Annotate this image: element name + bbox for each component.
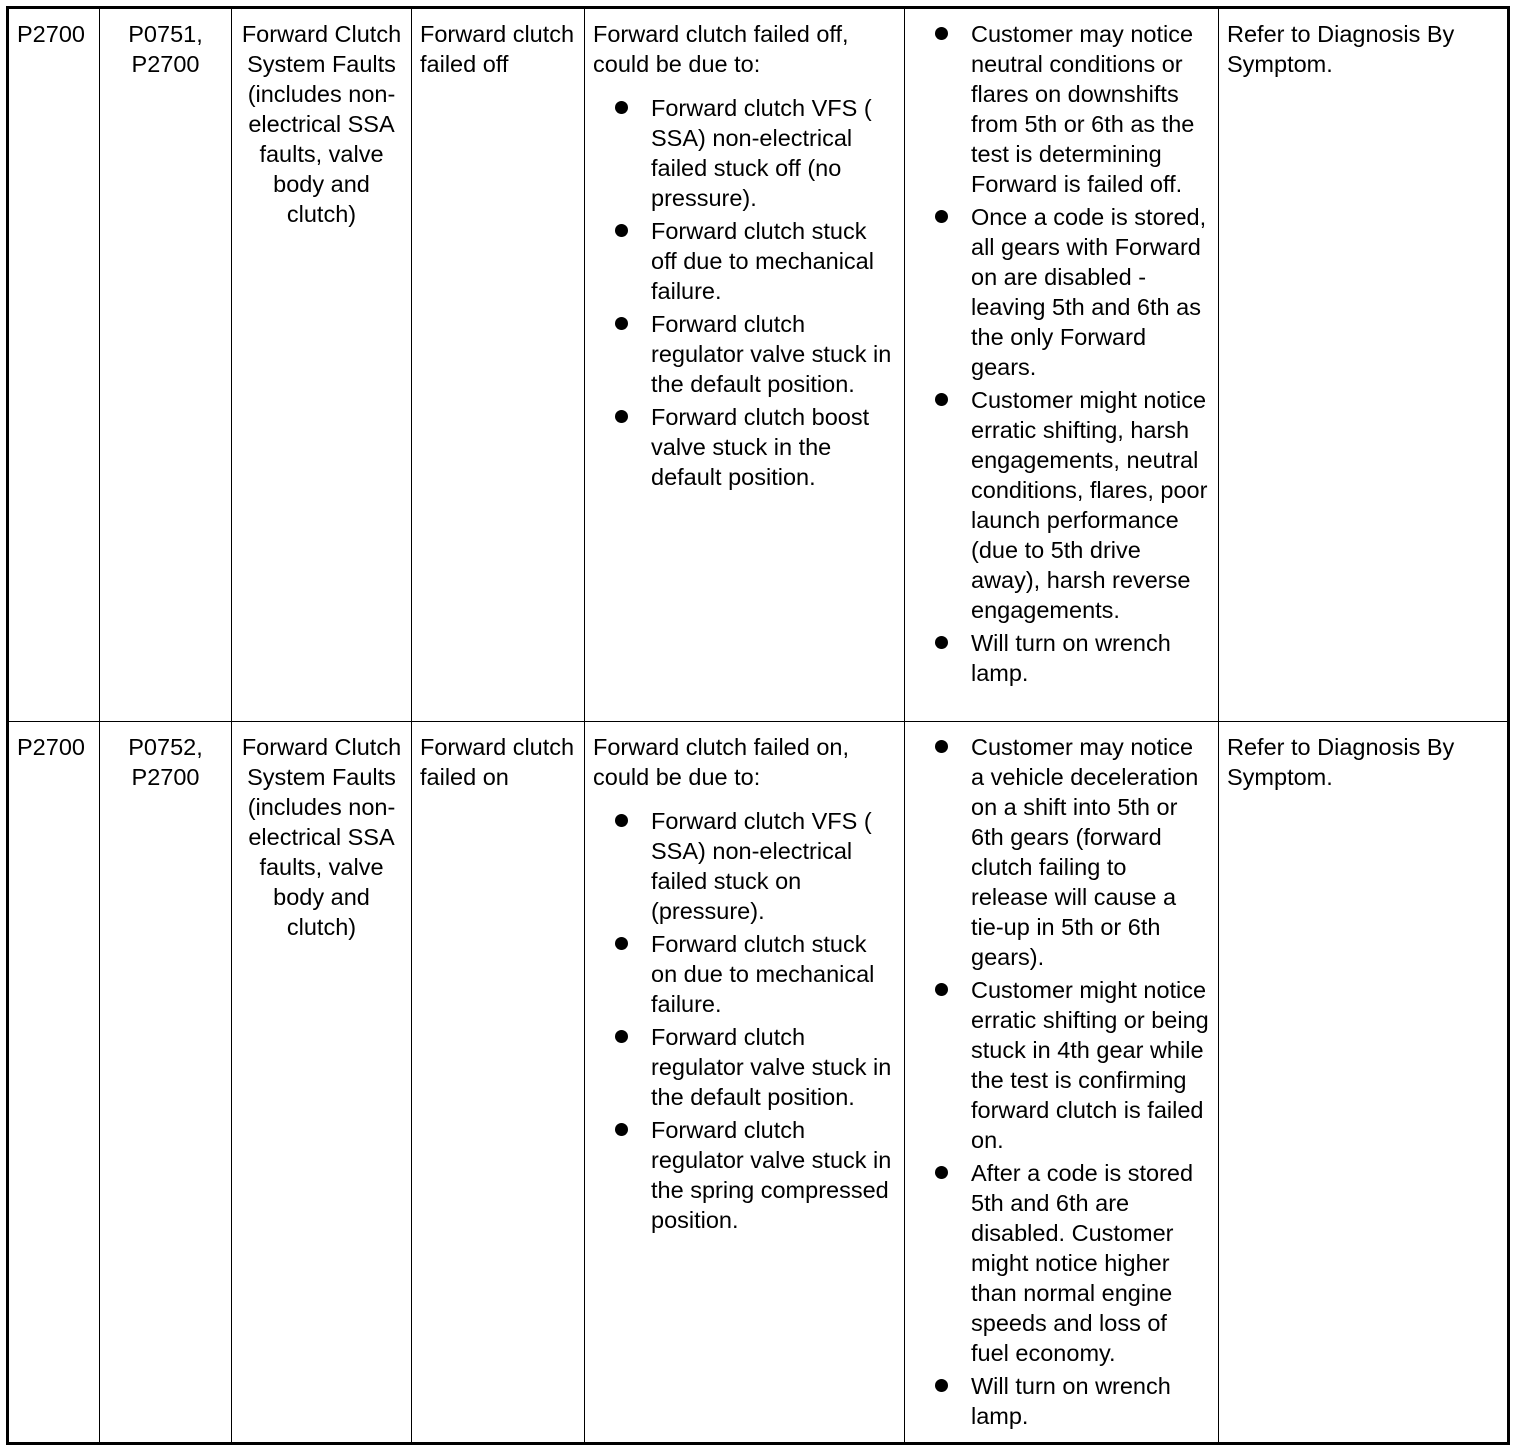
list-item (611, 1022, 896, 1112)
bullet-icon (615, 101, 628, 114)
possible-causes-cell (585, 722, 905, 1444)
list-item-text: Forward clutch VFS ( SSA) non-electrical failed stuck off (no pressure). (651, 95, 872, 211)
list-item (611, 929, 896, 1019)
table-row (8, 8, 1509, 722)
list-item-text: Customer may notice neutral conditions or flares on downshifts from 5th or 6th as the test is determining Forward is failed off. (971, 21, 1195, 197)
possible-causes-cell (585, 8, 905, 722)
bullet-icon (935, 1166, 948, 1179)
bullet-icon (615, 814, 628, 827)
dtc-cell: P2700 (8, 722, 100, 1444)
list-item-text: Customer might notice erratic shifting, harsh engagements, neutral conditions, flares, poor launch performance (due to 5th drive away), harsh reverse engagements. (971, 387, 1208, 623)
list-item-text: Once a code is stored, all gears with Forward on are disabled - leaving 5th and 6th as the only Forward gears. (971, 204, 1207, 380)
bullet-icon (615, 1123, 628, 1136)
list-item-text: Forward clutch boost valve stuck in the default position. (651, 404, 870, 490)
failure-mode-cell: Forward clutch failed off (412, 8, 585, 722)
list-item (611, 402, 896, 492)
list-item (611, 806, 896, 926)
list-item-text: Forward clutch regulator valve stuck in the default position. (651, 1024, 892, 1110)
action-cell: Refer to Diagnosis By Symptom. (1219, 8, 1509, 722)
causes-list (593, 806, 896, 1235)
bullet-icon (935, 393, 948, 406)
bullet-icon (615, 224, 628, 237)
bullet-icon (935, 740, 948, 753)
list-item (931, 385, 1210, 625)
system-description-cell: Forward Clutch System Faults (includes non-electrical SSA faults, valve body and clutch) (232, 8, 412, 722)
system-description-cell: Forward Clutch System Faults (includes non-electrical SSA faults, valve body and clutch) (232, 722, 412, 1444)
list-item (931, 1158, 1210, 1368)
bullet-icon (615, 1030, 628, 1043)
list-item-text: After a code is stored 5th and 6th are disabled. Customer might notice higher than normal engine speeds and loss of fuel economy. (971, 1160, 1194, 1366)
failure-mode-cell: Forward clutch failed on (412, 722, 585, 1444)
list-item-text: Forward clutch stuck on due to mechanical failure. (651, 931, 875, 1017)
list-item (611, 93, 896, 213)
list-item-text: Forward clutch VFS ( SSA) non-electrical failed stuck on (pressure). (651, 808, 872, 924)
list-item (931, 975, 1210, 1155)
list-item-text: Will turn on wrench lamp. (971, 630, 1171, 686)
bullet-icon (615, 937, 628, 950)
bullet-icon (935, 636, 948, 649)
customer-effects-cell (905, 722, 1219, 1444)
effects-list (913, 19, 1210, 688)
list-item-text: Customer may notice a vehicle deceleration on a shift into 5th or 6th gears (forward clutch failing to release will cause a tie-up in 5th or 6th gears). (971, 734, 1199, 970)
list-item-text: Forward clutch stuck off due to mechanical failure. (651, 218, 874, 304)
list-item (931, 732, 1210, 972)
effects-list (913, 732, 1210, 1431)
action-cell: Refer to Diagnosis By Symptom. (1219, 722, 1509, 1444)
list-item (611, 1115, 896, 1235)
bullet-icon (935, 210, 948, 223)
bullet-icon (935, 1379, 948, 1392)
bullet-icon (935, 27, 948, 40)
table-row (8, 722, 1509, 1444)
dtc-cell: P2700 (8, 8, 100, 722)
list-item (931, 628, 1210, 688)
list-item (931, 19, 1210, 199)
list-item (931, 202, 1210, 382)
bullet-icon (935, 983, 948, 996)
list-item-text: Forward clutch regulator valve stuck in the default position. (651, 311, 892, 397)
list-item-text: Customer might notice erratic shifting or being stuck in 4th gear while the test is confirming forward clutch is failed on. (971, 977, 1209, 1153)
bullet-icon (615, 410, 628, 423)
causes-list (593, 93, 896, 492)
list-item-text: Will turn on wrench lamp. (971, 1373, 1171, 1429)
list-item-text: Forward clutch regulator valve stuck in the spring compressed position. (651, 1117, 892, 1233)
list-item (611, 216, 896, 306)
bullet-icon (615, 317, 628, 330)
customer-effects-cell (905, 8, 1219, 722)
causes-intro: Forward clutch failed on, could be due to: (593, 734, 850, 790)
list-item (931, 1371, 1210, 1431)
causes-intro: Forward clutch failed off, could be due to: (593, 21, 849, 77)
related-codes-cell: P0751, P2700 (100, 8, 232, 722)
dtc-table (6, 6, 1510, 1445)
list-item (611, 309, 896, 399)
related-codes-cell: P0752, P2700 (100, 722, 232, 1444)
